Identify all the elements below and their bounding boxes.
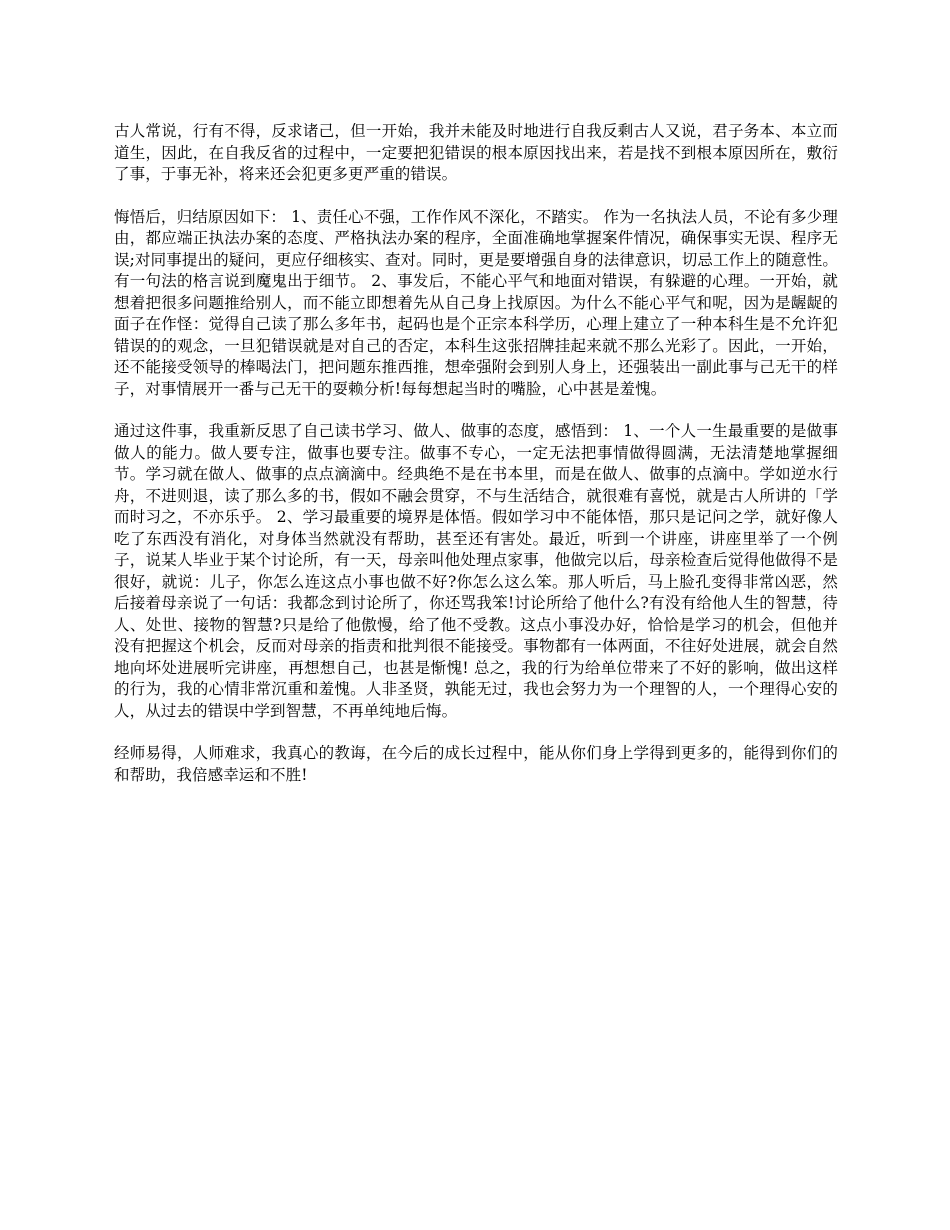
document-page	[114, 121, 838, 807]
paragraph-lessons: 通过这件事，我重新反思了自己读书学习、做人、做事的态度，感悟到： 1、一个人一生最重要的是做事做人的能力。做人要专注，做事也要专注。做事不专心，一定无法把事情做得圆满，无法清楚地掌握细节。学习就在做人、做事的点点滴滴中。经典绝不是在书本里，而是在做人、做事的点滴中。学如逆水行舟，不进则退，读了那么多的书，假如不融会贯穿，不与生活结合，就很难有喜悦，就是古人所讲的「学而时习之，不亦乐乎。 2、学习最重要的境界是体悟。假如学习中不能体悟，那只是记问之学，就好像人吃了东西没有消化，对身体当然就没有帮助，甚至还有害处。最近，听到一个讲座，讲座里举了一个例子，说某人毕业于某个讨论所，有一天，母亲叫他处理点家事，他做完以后，母亲检查后觉得他做得不是很好，就说：儿子，你怎么连这点小事也做不好?你怎么这么笨。那人听后，马上脸孔变得非常凶恶，然后接着母亲说了一句话：我都念到讨论所了，你还骂我笨!讨论所给了他什么?有没有给他人生的智慧，待人、处世、接物的智慧?只是给了他傲慢，给了他不受教。这点小事没办好，恰恰是学习的机会，但他并没有把握这个机会，反而对母亲的指责和批判很不能接受。事物都有一体两面，不往好处进展，就会自然地向坏处进展听完讲座，再想想自己，也甚是惭愧! 总之，我的行为给单位带来了不好的影响，做出这样的行为，我的心情非常沉重和羞愧。人非圣贤，孰能无过，我也会努力为一个理智的人，一个理得心安的人，从过去的错误中学到智慧，不再单纯地后悔。	[114, 422, 838, 720]
paragraph-causes: 悔悟后，归结原因如下： 1、责任心不强，工作作风不深化，不踏实。 作为一名执法人员，不论有多少理由，都应端正执法办案的态度、严格执法办案的程序，全面准确地掌握案件情况，确保事实无误、程序无误;对同事提出的疑问，更应仔细核实、查对。同时，更是要增强自身的法律意识，切忌工作上的随意性。有一句法的格言说到魔鬼出于细节。 2、事发后，不能心平气和地面对错误，有躲避的心理。一开始，就想着把很多问题推给别人，而不能立即想着先从自己身上找原因。为什么不能心平气和呢，因为是龌龊的面子在作怪：觉得自己读了那么多年书，起码也是个正宗本科学历，心理上建立了一种本科生是不允许犯错误的的观念，一旦犯错误就是对自己的否定，本科生这张招牌挂起来就不那么光彩了。因此，一开始，还不能接受领导的棒喝法门，把问题东推西推，想牵强附会到别人身上，还强装出一副此事与己无干的样子，对事情展开一番与己无干的耍赖分析!每每想起当时的嘴脸，心中甚是羞愧。	[114, 207, 838, 398]
paragraph-closing: 经师易得，人师难求，我真心的教诲，在今后的成长过程中，能从你们身上学得到更多的，能得到你们的和帮助，我倍感幸运和不胜!	[114, 744, 838, 784]
paragraph-reflection-intro: 古人常说，行有不得，反求诸己，但一开始，我并未能及时地进行自我反剩古人又说，君子务本、本立而道生，因此，在自我反省的过程中，一定要把犯错误的根本原因找出来，若是找不到根本原因所在，敷衍了事，于事无补，将来还会犯更多更严重的错误。	[114, 122, 838, 183]
